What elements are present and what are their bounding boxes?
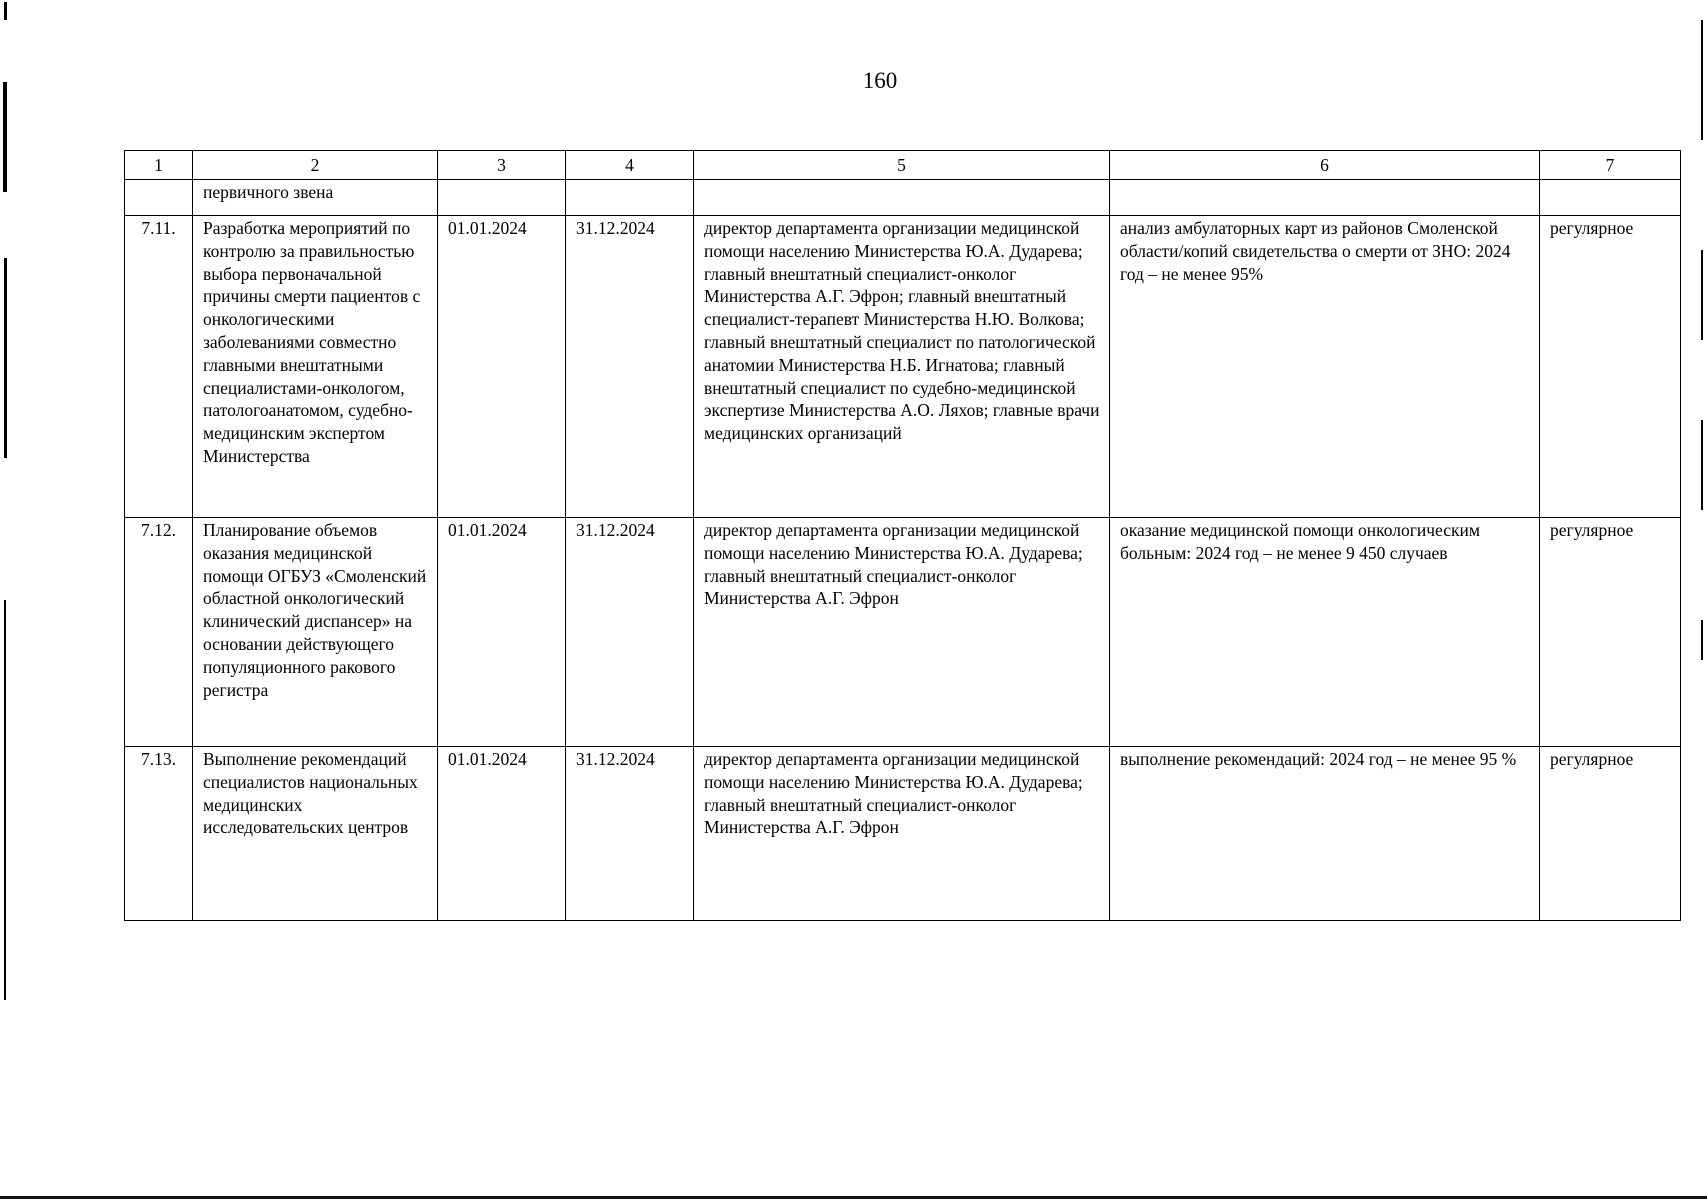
header-cell-3: 3 [438,151,566,180]
row-end-date: 31.12.2024 [566,216,694,518]
scan-mark [1701,20,1703,140]
row-type: регулярное [1540,518,1681,747]
scan-mark [1701,420,1703,510]
row-responsible: директор департамента организации медицинской помощи населению Министерства Ю.А. Дударева; главный внештатный специалист-онколог Министерства А.Г. Эфрон; главный внештатный специалист-терапевт Министерства Н.Ю. Волкова; главный внештатный специалист по патологической анатомии Министерства Н.Б. Игнатова; главный внештатный специалист по судебно-медицинской экспертизе Министерства А.О. Ляхов; главные врачи медицинских организаций [694,216,1110,518]
page-number: 160 [862,68,898,93]
row-number: 7.13. [125,747,193,921]
table-row [125,216,1681,518]
row-number: 7.12. [125,518,193,747]
header-cell-4: 4 [566,151,694,180]
row-type: регулярное [1540,747,1681,921]
row-number: 7.11. [125,216,193,518]
continuation-indicator [1110,180,1540,216]
header-cell-1: 1 [125,151,193,180]
continuation-start [438,180,566,216]
row-indicator: анализ амбулаторных карт из районов Смоленской области/копий свидетельства о смерти от ЗНО: 2024 год – не менее 95% [1110,216,1540,518]
continuation-type [1540,180,1681,216]
continuation-num [125,180,193,216]
scan-mark [4,258,7,458]
row-start-date: 01.01.2024 [438,216,566,518]
row-activity: Разработка мероприятий по контролю за правильностью выбора первоначальной причины смерти пациентов с онкологическими заболеваниями совместно главными внештатными специалистами-онкологом, патологоанатомом, судебно-медицинским экспертом Министерства [193,216,438,518]
row-start-date: 01.01.2024 [438,747,566,921]
row-end-date: 31.12.2024 [566,747,694,921]
scan-mark [4,2,7,20]
plan-table [124,150,1681,921]
continuation-end [566,180,694,216]
table-row [125,747,1681,921]
scan-mark [4,600,6,1000]
continuation-row [125,180,1681,216]
row-indicator: выполнение рекомендаций: 2024 год – не менее 95 % [1110,747,1540,921]
scan-bottom-edge [0,1196,1707,1199]
continuation-responsible [694,180,1110,216]
header-cell-2: 2 [193,151,438,180]
header-cell-6: 6 [1110,151,1540,180]
continuation-activity: первичного звена [193,180,438,216]
row-activity: Планирование объемов оказания медицинской помощи ОГБУЗ «Смоленский областной онкологический клинический диспансер» на основании действующего популяционного ракового регистра [193,518,438,747]
table-row [125,518,1681,747]
row-end-date: 31.12.2024 [566,518,694,747]
row-indicator: оказание медицинской помощи онкологическим больным: 2024 год – не менее 9 450 случаев [1110,518,1540,747]
row-start-date: 01.01.2024 [438,518,566,747]
row-activity: Выполнение рекомендаций специалистов национальных медицинских исследовательских центров [193,747,438,921]
header-row [125,151,1681,180]
scan-mark [3,82,7,192]
row-type: регулярное [1540,216,1681,518]
row-responsible: директор департамента организации медицинской помощи населению Министерства Ю.А. Дударева; главный внештатный специалист-онколог Министерства А.Г. Эфрон [694,747,1110,921]
scan-mark [1701,620,1703,660]
header-cell-5: 5 [694,151,1110,180]
row-responsible: директор департамента организации медицинской помощи населению Министерства Ю.А. Дударева; главный внештатный специалист-онколог Министерства А.Г. Эфрон [694,518,1110,747]
header-cell-7: 7 [1540,151,1681,180]
scan-mark [1701,250,1703,340]
